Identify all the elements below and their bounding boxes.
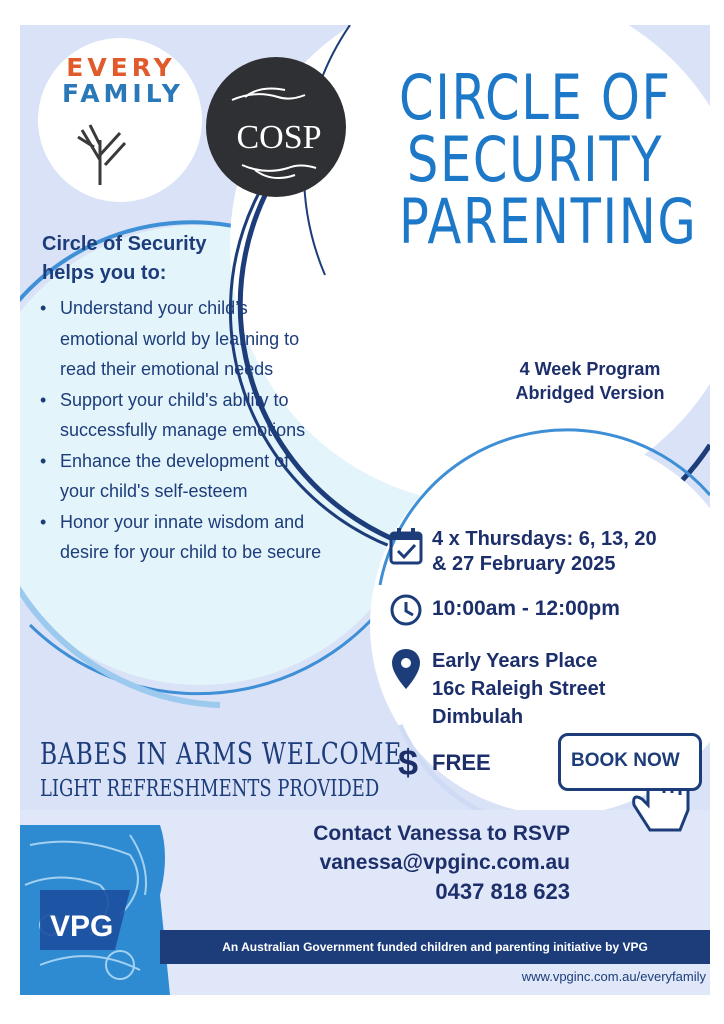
title-line1: CIRCLE OF xyxy=(399,61,672,134)
event-time xyxy=(388,593,620,627)
price-label: FREE xyxy=(432,750,491,775)
contact-line: Contact Vanessa to RSVP xyxy=(313,822,570,845)
book-now-label: BOOK NOW xyxy=(571,750,680,771)
subtitle-line1: 4 Week Program xyxy=(519,359,661,379)
cosp-logo: COSP xyxy=(236,119,322,156)
subtitle-line2: Abridged Version xyxy=(515,383,665,403)
list-item: • Support your child's ability to successfully manage emotions xyxy=(40,389,306,440)
price xyxy=(398,742,491,784)
vpg-logo: VPG xyxy=(50,910,114,943)
babes-welcome: BABES IN ARMS WELCOME xyxy=(40,737,403,772)
list-item: • Understand your child’s emotional world by learning to read their emotional needs xyxy=(40,298,300,379)
venue-line1: Early Years Place xyxy=(432,650,598,672)
contact-phone[interactable]: 0437 818 623 xyxy=(435,879,570,904)
dollar-icon: $ xyxy=(398,742,419,783)
time-text: 10:00am - 12:00pm xyxy=(432,597,620,620)
every-family-line1: EVERY xyxy=(66,53,176,82)
helps-list xyxy=(34,293,324,568)
location-pin-icon xyxy=(388,647,424,691)
every-family-line2: FAMILY xyxy=(62,79,184,108)
event-dates xyxy=(388,527,657,577)
website-link[interactable]: www.vpginc.com.au/everyfamily xyxy=(521,969,706,984)
title-line2: SECURITY xyxy=(406,123,664,196)
list-item: • Honor your innate wisdom and desire for your child to be secure xyxy=(40,511,322,562)
contact-info xyxy=(240,820,570,907)
page-title xyxy=(399,61,698,258)
every-family-logo xyxy=(62,53,184,108)
list-item: • Enhance the development of your child's self-esteem xyxy=(40,450,290,501)
book-now-button[interactable] xyxy=(558,733,702,791)
title-line3: PARENTING xyxy=(399,185,698,258)
venue-line3: Dimbulah xyxy=(432,706,524,728)
venue-line2: 16c Raleigh Street xyxy=(432,678,606,700)
dates-line1: 4 x Thursdays: 6, 13, 20 xyxy=(432,528,657,550)
helps-heading-line2: helps you to: xyxy=(42,262,167,284)
contact-email[interactable]: vanessa@vpginc.com.au xyxy=(319,851,570,874)
dates-line2: & 27 February 2025 xyxy=(432,553,616,575)
funding-banner: An Australian Government funded children and parenting initiative by VPG xyxy=(160,930,710,964)
program-subtitle xyxy=(475,357,705,405)
clock-icon xyxy=(388,593,424,627)
calendar-icon xyxy=(388,527,424,567)
event-venue xyxy=(388,647,605,731)
helps-heading xyxy=(42,230,207,288)
refreshments: LIGHT REFRESHMENTS PROVIDED xyxy=(40,776,380,802)
helps-heading-line1: Circle of Security xyxy=(42,233,207,255)
flyer xyxy=(20,25,710,995)
